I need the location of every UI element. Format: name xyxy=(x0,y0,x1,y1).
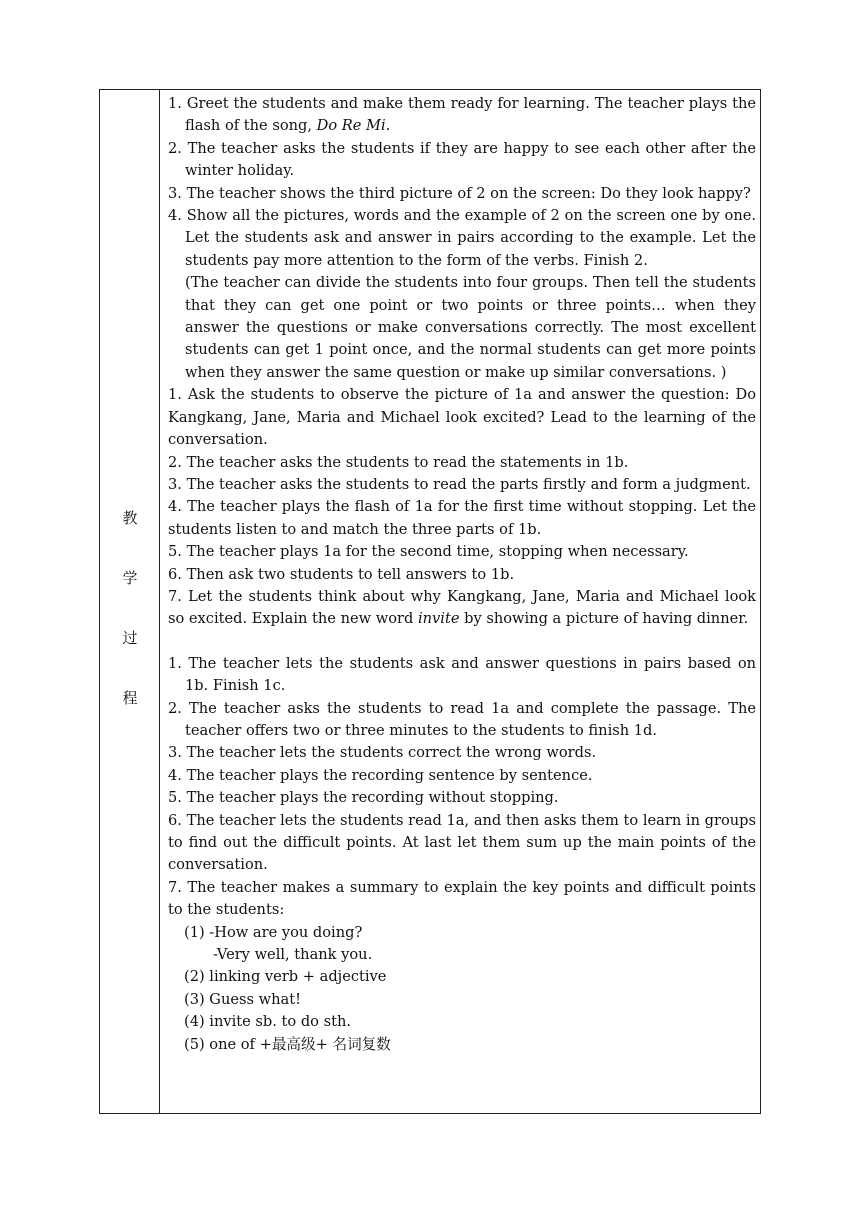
label-char-2: 学 xyxy=(122,569,138,587)
s3-step-2: 2. The teacher asks the students to read 1a and complete the passage. The teacher offers two or three minutes to the students to finish 1d. xyxy=(168,699,756,739)
s3-step-1: 1. The teacher lets the students ask and answer questions in pairs based on 1b. Finish 1c. xyxy=(168,654,756,695)
key-point-5: (5) one of +最高级+ 名词复数 xyxy=(184,1035,391,1053)
s2-step-6: 6. Then ask two students to tell answers to 1b. xyxy=(168,565,515,583)
s2-step-5: 5. The teacher plays 1a for the second time, stopping when necessary. xyxy=(168,543,689,561)
key-point-4: (4) invite sb. to do sth. xyxy=(184,1013,351,1031)
label-char-1: 教 xyxy=(122,509,138,527)
s1-step-3: 3. The teacher shows the third picture of 2 on the screen: Do they look happy? xyxy=(168,184,751,202)
s1-step-2: 2. The teacher asks the students if they are happy to see each other after the winter holiday. xyxy=(168,139,756,180)
s1-step-4: 4. Show all the pictures, words and the example of 2 on the screen one by one. Let the students ask and answer in pairs according to the example. Let the students pay more attention to the form of the verbs. Finish 2. xyxy=(168,207,756,269)
s2-step-1: 1. Ask the students to observe the picture of 1a and answer the question: Do Kangkang, Jane, Maria and Michael look excited? Lead to the learning of the conversation. xyxy=(168,386,756,449)
procedure-content xyxy=(168,93,756,1056)
label-char-4: 程 xyxy=(122,689,138,707)
key-point-1: (1) -How are you doing? xyxy=(184,923,363,941)
section-gap xyxy=(168,631,756,653)
key-point-2: (2) linking verb + adjective xyxy=(184,968,387,986)
s1-step-1: 1. Greet the students and make them ready for learning. The teacher plays the flash of the song, Do Re Mi. xyxy=(168,95,756,135)
s3-step-6: 6. The teacher lets the students read 1a, and then asks them to learn in groups to find out the difficult points. At last let them sum up the main points of the conversation. xyxy=(168,811,756,874)
s2-step-7: 7. Let the students think about why Kangkang, Jane, Maria and Michael look so excited. Explain the new word invite by showing a picture of having dinner. xyxy=(168,587,756,628)
key-point-1-answer: -Very well, thank you. xyxy=(213,946,373,964)
label-char-3: 过 xyxy=(122,629,138,647)
s3-step-5: 5. The teacher plays the recording without stopping. xyxy=(168,789,559,807)
s1-note: (The teacher can divide the students into four groups. Then tell the students that they can get one point or two points or three points… when they answer the questions or make conversations correctly. The most excellent students can get 1 point once, and the normal students can get more points when they answer the same question or make up similar conversations. ) xyxy=(185,274,756,381)
s2-step-3: 3. The teacher asks the students to read the parts firstly and form a judgment. xyxy=(168,475,751,493)
key-point-3: (3) Guess what! xyxy=(184,990,301,1008)
s3-step-7: 7. The teacher makes a summary to explain the key points and difficult points to the students: xyxy=(168,878,756,919)
section-label-cell xyxy=(100,90,160,1113)
s2-step-2: 2. The teacher asks the students to read the statements in 1b. xyxy=(168,453,629,471)
s2-step-4: 4. The teacher plays the flash of 1a for the first time without stopping. Let the students listen to and match the three parts of 1b. xyxy=(168,498,756,538)
s3-step-4: 4. The teacher plays the recording sentence by sentence. xyxy=(168,766,593,784)
s3-step-3: 3. The teacher lets the students correct the wrong words. xyxy=(168,744,597,762)
lesson-procedure-table xyxy=(99,89,761,1114)
